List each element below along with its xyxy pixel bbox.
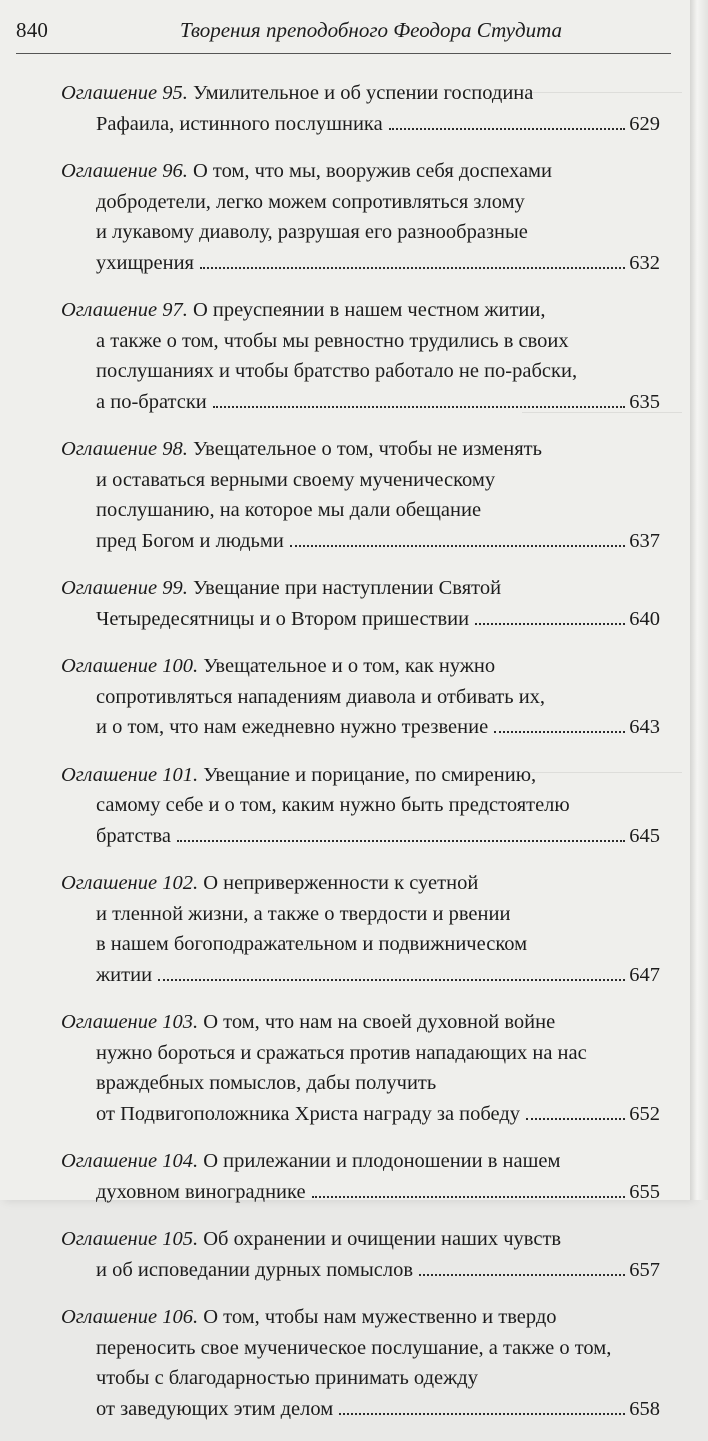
toc-entry-title-start: Увещание при наступлении Святой [187, 577, 502, 599]
toc-entry-first-line [61, 78, 660, 109]
toc-entry-label: Оглашение 106. [61, 1306, 199, 1328]
toc-entry-first-line [61, 1146, 660, 1177]
toc-entry-title-end: и о том, что нам ежедневно нужно трезвение [96, 716, 489, 738]
toc-entry-line: и оставаться верными своему мученическому [96, 468, 496, 491]
toc-entry [61, 1007, 660, 1129]
toc-entry-label: Оглашение 103. [61, 1011, 199, 1033]
toc-entry-title-end: и об исповедании дурных помыслов [96, 1258, 414, 1281]
page-header [16, 18, 680, 50]
toc-entry-title-end: ухищрения [96, 251, 194, 274]
toc-entry-final-line [61, 1394, 660, 1425]
show-through-mark [522, 772, 682, 773]
toc-entry-line: в нашем богоподражательном и подвижническом [96, 933, 528, 955]
toc-entry-first-line [61, 1007, 660, 1038]
toc-entry-title-end: от Подвигоположника Христа награду за победу [96, 1102, 521, 1125]
toc-entry-final-line [61, 1255, 660, 1286]
toc-entry [61, 573, 660, 634]
toc-entry [61, 1146, 660, 1207]
toc-entry-first-line [61, 1224, 660, 1255]
toc-entry [61, 651, 660, 743]
toc-entry-label: Оглашение 102. [61, 872, 199, 894]
toc-entry [61, 868, 660, 990]
toc-entry [61, 434, 660, 556]
toc-entry [61, 760, 660, 852]
toc-entry-line: послушаниях и чтобы братство работало не по-рабски, [96, 360, 578, 382]
toc-page-reference: 652 [629, 1102, 660, 1125]
toc-entry-final-line [61, 1177, 660, 1208]
toc-entry-title-start: О преуспеянии в нашем честном житии, [187, 299, 546, 321]
toc-entry-title-start: О том, чтобы нам мужественно и твердо [198, 1306, 557, 1328]
toc-entry-title-end: духовном винограднике [96, 1180, 306, 1203]
toc-page-reference: 640 [629, 607, 660, 630]
toc-entry-final-line [61, 526, 660, 557]
table-of-contents [61, 78, 660, 1441]
toc-entry-final-line [61, 248, 660, 279]
toc-entry [61, 156, 660, 278]
toc-entry-title-end: житии [96, 963, 153, 986]
dot-leader [389, 127, 626, 130]
toc-entry-line: и тленной жизни, а также о твердости и рвении [96, 902, 511, 925]
toc-entry-title-start: Увещательное и о том, как нужно [198, 655, 496, 677]
toc-entry-label: Оглашение 101. [61, 763, 199, 786]
toc-entry-final-line [61, 960, 660, 991]
toc-entry-final-line [61, 712, 660, 743]
toc-entry-title-end: Четыредесятницы и о Втором пришествии [96, 607, 470, 630]
header-rule [16, 53, 671, 54]
show-through-mark [522, 412, 682, 413]
toc-entry [61, 1302, 660, 1424]
show-through-mark [522, 92, 682, 93]
toc-page-reference: 643 [629, 716, 660, 738]
dot-leader [419, 1273, 625, 1276]
toc-page-reference: 658 [629, 1397, 660, 1420]
dot-leader [312, 1195, 626, 1198]
toc-entry-label: Оглашение 95. [61, 82, 188, 104]
toc-entry-title-end: а по-братски [96, 390, 207, 413]
dot-leader [494, 730, 625, 733]
dot-leader [526, 1117, 625, 1120]
toc-entry-final-line [61, 109, 660, 140]
toc-entry-first-line [61, 434, 660, 465]
toc-entry-label: Оглашение 105. [61, 1228, 199, 1250]
toc-entry-line: и лукавому диаволу, разрушая его разнообразные [96, 221, 528, 243]
dot-leader [290, 544, 625, 547]
toc-entry [61, 1224, 660, 1285]
toc-entry-line: нужно бороться и сражаться против нападающих на нас [96, 1041, 587, 1064]
toc-entry-line: враждебных помыслов, дабы получить [96, 1072, 437, 1094]
dot-leader [475, 622, 625, 625]
toc-entry-label: Оглашение 99. [61, 577, 188, 599]
toc-entry-title-start: О прилежании и плодоношении в нашем [198, 1150, 561, 1172]
toc-entry-first-line [61, 868, 660, 899]
toc-entry-final-line [61, 821, 660, 852]
dot-leader [177, 839, 625, 842]
toc-entry-first-line [61, 760, 660, 791]
toc-entry-first-line [61, 1302, 660, 1333]
running-title: Творения преподобного Феодора Студита [179, 18, 563, 42]
toc-entry-line: сопротивляться нападениям диавола и отбивать их, [96, 685, 546, 708]
toc-entry-title-end: братства [96, 824, 172, 847]
toc-entry-first-line [61, 573, 660, 604]
toc-page-reference: 632 [629, 251, 660, 274]
toc-entry-label: Оглашение 98. [61, 438, 188, 460]
toc-entry-title-start: Увещательное о том, чтобы не изменять [187, 438, 542, 460]
toc-entry-title-start: О том, что нам на своей духовной войне [198, 1011, 556, 1033]
toc-entry-title-start: О том, что мы, вооружив себя доспехами [187, 160, 552, 182]
toc-entry-label: Оглашение 96. [61, 160, 188, 182]
toc-entry [61, 295, 660, 417]
toc-entry-line: самому себе и о том, каким нужно быть предстоятелю [96, 794, 570, 816]
toc-page-reference: 629 [629, 112, 660, 135]
toc-entry-first-line [61, 651, 660, 682]
toc-entry-line: добродетели, легко можем сопротивляться злому [96, 190, 525, 213]
toc-entry-title-start: Умилительное и об успении господина [187, 82, 534, 104]
toc-entry-title-start: О неприверженности к суетной [198, 872, 479, 894]
toc-entry-final-line [61, 604, 660, 635]
toc-entry-label: Оглашение 104. [61, 1150, 199, 1172]
toc-page-reference: 645 [629, 824, 660, 847]
toc-page-reference: 635 [629, 390, 660, 413]
toc-entry [61, 78, 660, 139]
toc-page-reference: 637 [629, 529, 660, 552]
page-number: 840 [16, 18, 49, 42]
toc-entry-line: а также о том, чтобы мы ревностно трудились в своих [96, 329, 569, 352]
dot-leader [200, 266, 625, 269]
toc-entry-title-end: от заведующих этим делом [96, 1397, 334, 1420]
page-edge-shadow [690, 0, 708, 1200]
toc-entry-first-line [61, 295, 660, 326]
dot-leader [213, 405, 625, 408]
toc-entry-final-line [61, 1099, 660, 1130]
dot-leader [158, 978, 625, 981]
toc-entry-label: Оглашение 100. [61, 655, 199, 677]
toc-entry-first-line [61, 156, 660, 187]
toc-entry-line: чтобы с благодарностью принимать одежду [96, 1367, 478, 1389]
dot-leader [339, 1412, 625, 1415]
toc-page-reference: 655 [629, 1180, 660, 1203]
toc-entry-label: Оглашение 97. [61, 299, 188, 321]
toc-entry-title-start: Об охранении и очищении наших чувств [198, 1228, 562, 1250]
toc-entry-line: переносить свое мученическое послушание, а также о том, [96, 1336, 612, 1359]
toc-entry-line: послушанию, на которое мы дали обещание [96, 499, 482, 521]
toc-entry-title-end: Рафаила, истинного послушника [96, 112, 383, 135]
toc-page-reference: 647 [629, 963, 660, 986]
toc-entry-title-start: Увещание и порицание, по смирению, [198, 763, 537, 786]
toc-page-reference: 657 [629, 1258, 660, 1281]
toc-entry-title-end: пред Богом и людьми [96, 529, 284, 552]
